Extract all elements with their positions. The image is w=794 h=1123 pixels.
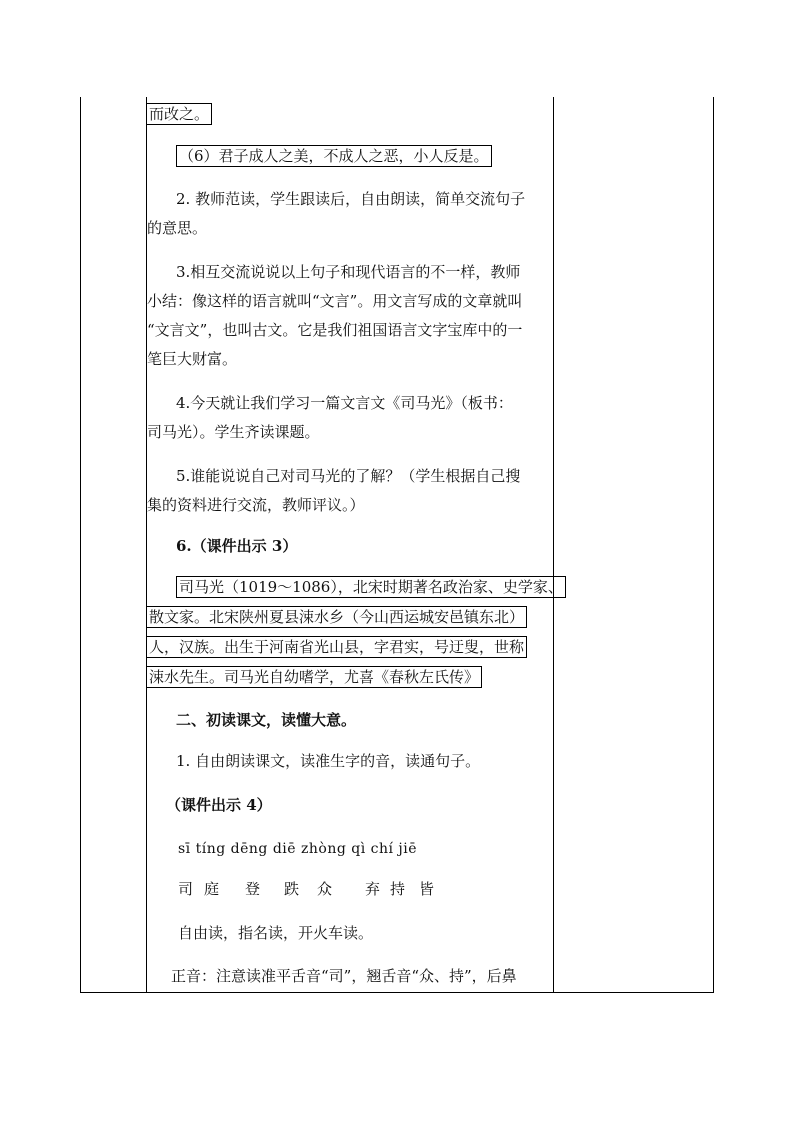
- paragraph-3-line-4: 笔巨大财富。: [147, 350, 238, 368]
- char-die: 跌: [284, 880, 300, 898]
- table-bottom-border: [80, 992, 714, 993]
- boxed-quote-6: （6）君子成人之美，不成人之恶，小人反是。: [176, 145, 492, 167]
- new-characters-row: [178, 879, 478, 899]
- paragraph-2-line-1: 2. 教师范读，学生跟读后，自由朗读，简单交流句子: [176, 190, 526, 208]
- pronunciation-note: 正音：注意读准平舌音“司”，翘舌音“众、持”，后鼻: [171, 967, 517, 985]
- bio-line-1: 司马光（1019～1086），北宋时期著名政治家、史学家、: [176, 576, 566, 598]
- char-ting: 庭: [204, 880, 220, 898]
- char-zhong: 众: [317, 880, 333, 898]
- bio-line-4: 涑水先生。司马光自幼嗜学，尤喜《春秋左氏传》: [146, 666, 482, 688]
- char-jie: 皆: [419, 880, 435, 898]
- table-right-border: [713, 97, 714, 993]
- paragraph-5-line-1: 5.谁能说说自己对司马光的了解？（学生根据自己搜: [176, 467, 521, 485]
- table-left-border: [80, 97, 81, 993]
- paragraph-4-line-1: 4.今天就让我们学习一篇文言文《司马光》（板书：: [176, 394, 513, 412]
- paragraph-3-line-2: 小结：像这样的语言就叫“文言”。用文言写成的文章就叫: [147, 292, 523, 310]
- courseware-note-3: 6.（课件出示 3）: [176, 537, 298, 555]
- section-heading-2: 二、初读课文，读懂大意。: [176, 711, 357, 729]
- step-1-text: 1. 自由朗读课文，读准生字的音，读通句子。: [176, 752, 481, 770]
- paragraph-2-line-2: 的意思。: [147, 219, 208, 237]
- char-qi: 弃: [365, 880, 381, 898]
- char-deng: 登: [245, 880, 261, 898]
- char-chi: 持: [390, 880, 406, 898]
- bio-line-2: 散文家。北宋陕州夏县涑水乡（今山西运城安邑镇东北）: [146, 606, 527, 628]
- paragraph-4-line-2: 司马光）。学生齐读课题。: [147, 423, 320, 441]
- reading-methods: 自由读，指名读，开火车读。: [178, 924, 374, 942]
- courseware-note-4: （课件出示 4）: [166, 796, 272, 814]
- paragraph-5-line-2: 集的资料进行交流，教师评议。）: [147, 496, 365, 514]
- bio-line-3: 人，汉族。出生于河南省光山县，字君实，号迂叟，世称: [146, 636, 527, 658]
- char-si: 司: [178, 880, 194, 898]
- table-column-divider-2: [553, 97, 554, 993]
- paragraph-3-line-3: “文言文”，也叫古文。它是我们祖国语言文字宝库中的一: [147, 321, 523, 339]
- paragraph-3-line-1: 3.相互交流说说以上句子和现代语言的不一样，教师: [176, 263, 521, 281]
- pinyin-line: sī tíng dēng diē zhòng qì chí jiē: [178, 841, 418, 857]
- boxed-line-1: 而改之。: [146, 103, 212, 125]
